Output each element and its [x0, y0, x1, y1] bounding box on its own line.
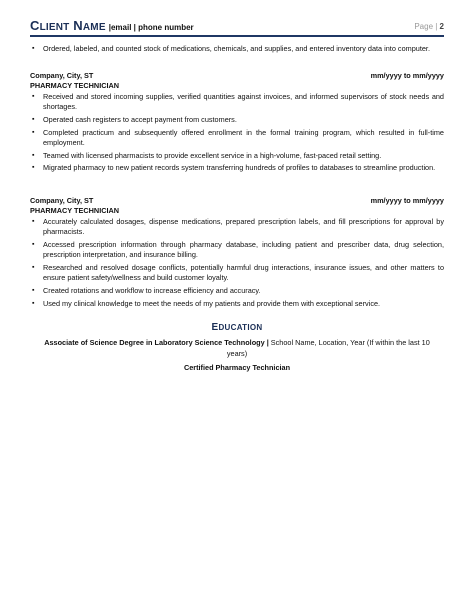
job-title: PHARMACY TECHNICIAN [30, 206, 120, 215]
job-company: Company, City, ST [30, 196, 94, 205]
list-item: ▪ Teamed with licensed pharmacists to provide excellent service in a high-volume, fast-paced retail setting. [32, 150, 382, 160]
header-rule [30, 35, 444, 37]
list-item: ▪ Ordered, labeled, and counted stock of medications, chemicals, and supplies, and entered inventory data into computer. [32, 44, 430, 53]
header [30, 18, 444, 36]
list-item: ▪ Used my clinical knowledge to meet the needs of my patients and provide them with exceptional service. [32, 298, 381, 308]
education-heading: EDUCATION [211, 322, 263, 333]
list-item: ▪ Accessed prescription information through pharmacy database, including patient and prescriber data, drug selection, prescription interpretation, and insurance billing. [32, 240, 444, 260]
certification-name: Certified Pharmacy Technician [183, 363, 291, 372]
list-item: ▪ Migrated pharmacy to new patient records system transferring hundreds of profiles to databases to streamline production. [32, 163, 436, 173]
bullet-icon: ▪ [32, 45, 35, 52]
bullet-icon: ▪ [32, 264, 35, 271]
bullet-icon: ▪ [32, 116, 35, 123]
bullet-icon: ▪ [32, 128, 35, 136]
bullet-icon: ▪ [32, 287, 35, 294]
list-item: ▪ Accurately calculated dosages, dispense medications, prepared prescription labels, and fill prescriptions for approval by pharmacists. [32, 217, 444, 237]
contact-info: |email | phone number [108, 23, 194, 32]
client-name: CLIENT NAME |email | phone number [30, 18, 194, 33]
list-item: ▪ Received and stored incoming supplies, verified quantities against invoices, and informed supervisors of stock needs and shortages. [32, 92, 444, 112]
bullet-icon: ▪ [32, 151, 35, 159]
job-company: Company, City, ST [30, 71, 94, 80]
job-entry-2 [30, 196, 444, 311]
continued-bullets [30, 44, 444, 57]
bullet-icon: ▪ [32, 93, 35, 100]
degree-name: Associate of Science Degree in Laboratory Science Technology [44, 338, 265, 347]
page-number: Page | 2 [414, 22, 444, 31]
bullet-icon: ▪ [32, 241, 35, 248]
bullet-icon: ▪ [32, 218, 35, 225]
bullet-icon: ▪ [32, 164, 35, 172]
separator: | [266, 338, 269, 347]
list-item: ▪ Operated cash registers to accept payment from customers. [32, 115, 237, 124]
school-info: School Name, Location, Year (If within the last 10 years) [226, 338, 430, 358]
job-dates: mm/yyyy to mm/yyyy [370, 71, 444, 80]
list-item: ▪ Researched and resolved dosage conflicts, potentially harmful drug interactions, insurance issues, and other matters to ensure patient safety/wellness and build customer loyalty. [32, 263, 444, 283]
certification-line [36, 362, 438, 373]
list-item: ▪ Completed practicum and subsequently offered enrollment in the formal training program, which resulted in full-time employment. [32, 127, 444, 147]
job-entry-1 [30, 71, 444, 176]
education-degree-line [36, 337, 438, 359]
job-dates: mm/yyyy to mm/yyyy [370, 196, 444, 205]
job-title: PHARMACY TECHNICIAN [30, 81, 120, 90]
list-item: ▪ Created rotations and workflow to increase efficiency and accuracy. [32, 286, 261, 295]
bullet-icon: ▪ [32, 299, 35, 307]
